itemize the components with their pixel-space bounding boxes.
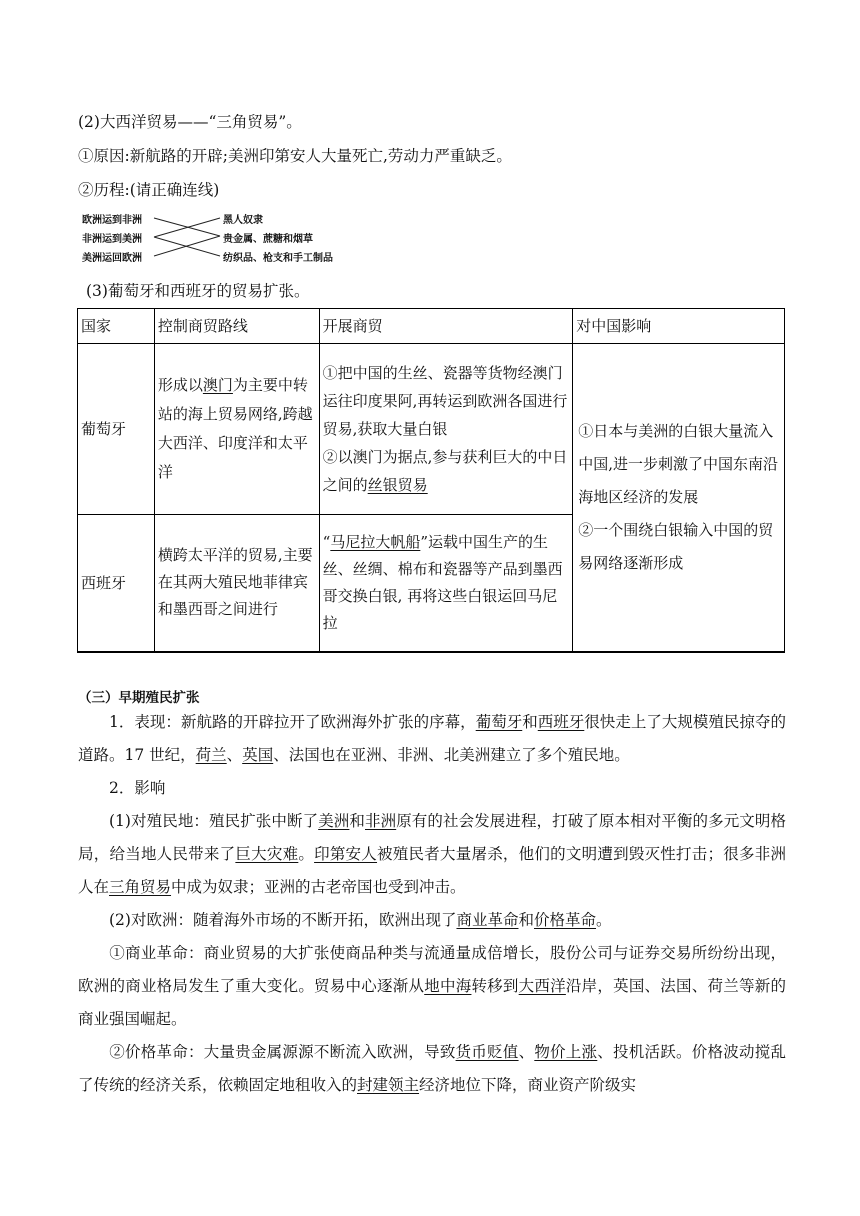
diagram-left-3: 美洲运回欧洲 (82, 253, 142, 264)
matching-diagram (80, 209, 360, 265)
cell-impact: ①日本与美洲的白银大量流入中国,进一步刺激了中国东南沿海地区经济的发展 ②一个围绕白银输入中国的贸易网络逐渐形成 (573, 344, 785, 652)
underline-spain: 西班牙 (537, 713, 585, 731)
underline-silk-silver: 丝银贸易 (367, 476, 428, 494)
underline-triangle-trade: 三角贸易 (109, 878, 172, 896)
colonial-heading: （三）早期殖民扩张 (78, 690, 200, 706)
trade-expansion-table (77, 308, 785, 653)
underline-portugal: 葡萄牙 (475, 713, 523, 731)
underline-price-rise: 物价上涨 (534, 1043, 598, 1061)
cell-trade-spain: “马尼拉大帆船”运载中国生产的生丝、丝绸、棉布和瓷器等产品到墨西哥交换白银, 再将这些白银运回马尼拉 (319, 515, 573, 652)
underline-commercial-revolution: 商业革命 (456, 911, 519, 929)
underline-africa: 非洲 (365, 812, 397, 830)
underline-manila-galleon: 马尼拉大帆船 (330, 532, 421, 551)
paragraph-impact-europe: (2)对欧洲：随着海外市场的不断开拓，欧洲出现了商业革命和价格革命。 (109, 911, 612, 929)
header-trade: 开展商贸 (319, 309, 573, 344)
header-route: 控制商贸路线 (154, 309, 319, 344)
paragraph-impact-title: 2．影响 (109, 779, 166, 797)
paragraph-impact-colonies: (1)对殖民地：殖民扩张中断了美洲和非洲原有的社会发展进程，打破了原本相对平衡的多元文明格局，给当地人民带来了巨大灾难。印第安人被殖民者大量屠杀，他们的文明遭到毁灭性打击；很多非洲人在三角贸易中成为奴隶；亚洲的古老帝国也受到冲击。 (78, 812, 786, 896)
section-heading-atlantic: (2)大西洋贸易——“三角贸易”。 (78, 113, 302, 131)
underline-atlantic: 大西洋 (518, 977, 566, 995)
underline-disaster: 巨大灾难 (235, 845, 299, 863)
underline-feudal-lords: 封建领主 (357, 1076, 420, 1094)
diagram-right-3: 纺织品、枪支和手工制品 (223, 253, 333, 264)
underline-indians: 印第安人 (314, 845, 378, 863)
table-header-row (78, 309, 785, 344)
connector-lines (80, 209, 360, 265)
reason-text: ①原因:新航路的开辟;美洲印第安人大量死亡,劳动力严重缺乏。 (78, 147, 512, 165)
underline-americas: 美洲 (318, 812, 350, 830)
diagram-left-1: 欧洲运到非洲 (82, 215, 142, 226)
header-country: 国家 (78, 309, 155, 344)
process-text: ②历程:(请正确连线) (78, 181, 220, 199)
paragraph-manifestation: 1．表现：新航路的开辟拉开了欧洲海外扩张的序幕，葡萄牙和西班牙很快走上了大规模殖民掠夺的道路。17 世纪，荷兰、英国、法国也在亚洲、非洲、北美洲建立了多个殖民地。 (78, 713, 786, 764)
underline-netherlands: 荷兰 (195, 746, 227, 764)
section-heading-trade-expansion: (3)葡萄牙和西班牙的贸易扩张。 (86, 282, 310, 300)
cell-country-portugal: 葡萄牙 (78, 344, 155, 515)
diagram-right-1: 黑人奴隶 (223, 215, 263, 226)
underline-price-revolution: 价格革命 (534, 911, 597, 929)
cell-trade-portugal: ①把中国的生丝、瓷器等货物经澳门运往印度果阿,再转运到欧洲各国进行贸易,获取大量白银 ②以澳门为据点,参与获利巨大的中日之间的丝银贸易 (319, 344, 573, 515)
paragraph-commercial-revolution: ①商业革命：商业贸易的大扩张使商品种类与流通量成倍增长，股份公司与证券交易所纷纷出现，欧洲的商业格局发生了重大变化。贸易中心逐渐从地中海转移到大西洋沿岸，英国、法国、荷兰等新的商业强国崛起。 (78, 944, 786, 1028)
underline-england: 英国 (242, 746, 274, 764)
table-row-portugal (78, 344, 785, 515)
cell-route-portugal: 形成以澳门为主要中转站的海上贸易网络,跨越大西洋、印度洋和太平洋 (154, 344, 319, 515)
underline-mediterranean: 地中海 (424, 977, 472, 995)
cell-country-spain: 西班牙 (78, 515, 155, 652)
header-impact: 对中国影响 (573, 309, 785, 344)
diagram-right-2: 贵金属、蔗糖和烟草 (223, 234, 313, 245)
cell-route-spain: 横跨太平洋的贸易,主要在其两大殖民地菲律宾和墨西哥之间进行 (154, 515, 319, 652)
underline-macau: 澳门 (202, 376, 233, 394)
diagram-left-2: 非洲运到美洲 (82, 234, 142, 245)
paragraph-price-revolution: ②价格革命：大量贵金属源源不断流入欧洲，导致货币贬值、物价上涨、投机活跃。价格波动搅乱了传统的经济关系，依赖固定地租收入的封建领主经济地位下降，商业资产阶级实 (78, 1043, 786, 1094)
underline-currency-devaluation: 货币贬值 (455, 1043, 519, 1061)
